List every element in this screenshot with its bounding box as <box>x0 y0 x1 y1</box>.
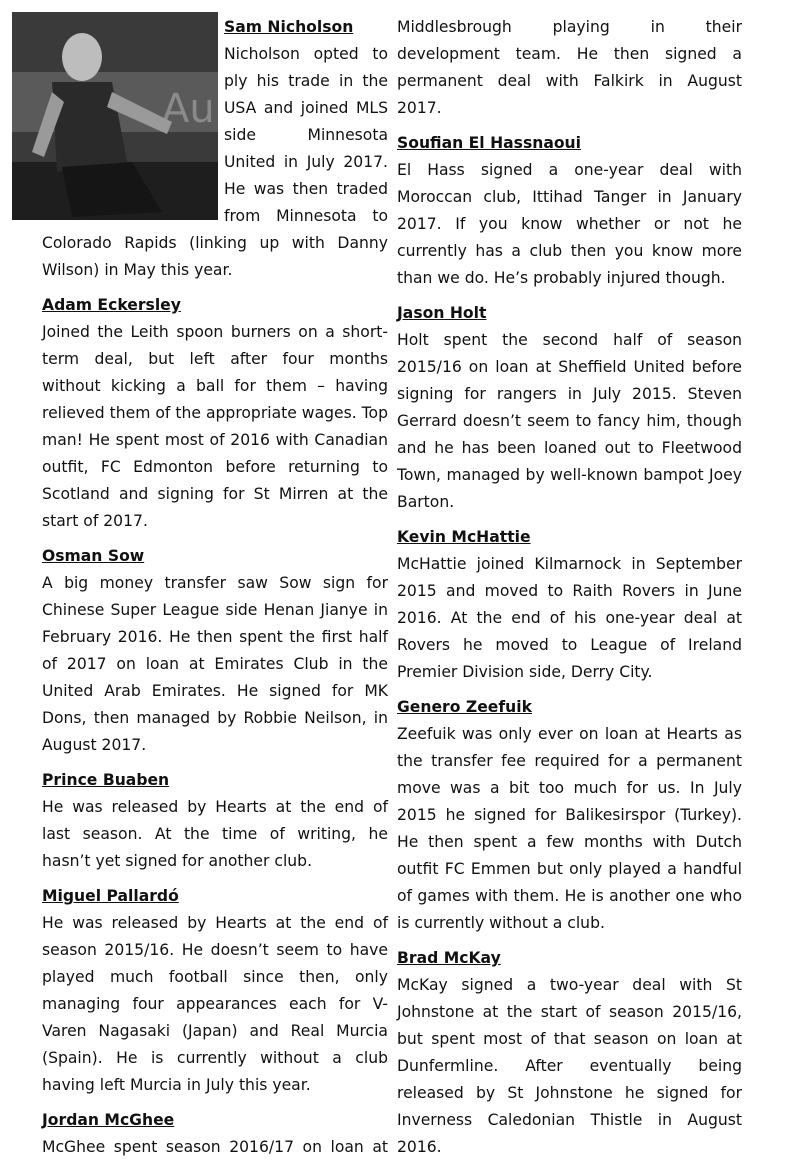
entry-text: Nicholson opted to ply his trade in the USA and joined MLS side Minnesota United in July 2017. He was then traded from Minnesota to Colorado Rapids (linking up with Danny Wilson) in May this year. <box>42 45 388 279</box>
entry-text: He was released by Hearts at the end of season 2015/16. He doesn’t seem to have played much football since then, only managing four appearances each for V-Varen Nagasaki (Japan) and Real Murcia (Spain). He is currently without a club having left Murcia in July this year. <box>42 914 388 1094</box>
entry-name: Genero Zeefuik <box>397 698 532 716</box>
entry-name: Jordan McGhee <box>42 1111 175 1129</box>
entry-sam-nicholson <box>42 14 388 284</box>
entry-name: Sam Nicholson <box>224 18 354 36</box>
entry-adam-eckersley <box>42 292 388 535</box>
entry-miguel-pallardo <box>42 883 388 1099</box>
player-photo-image <box>12 12 218 220</box>
entry-name: Prince Buaben <box>42 771 170 789</box>
entry-genero-zeefuik <box>397 694 742 937</box>
player-photo <box>12 12 218 220</box>
entry-text: El Hass signed a one-year deal with Moroccan club, Ittihad Tanger in January 2017. If you know whether or not he currently has a club then you know more than we do. He’s probably injured though. <box>397 161 742 287</box>
entry-text: McGhee spent season 2016/17 on loan at <box>42 1138 388 1156</box>
entry-text: McKay signed a two-year deal with St Johnstone at the start of season 2015/16, but spent most of that season on loan at Dunfermline. After eventually being released by St Johnstone he signed for Inverness Caledonian Thistle in August 2016. <box>397 976 742 1156</box>
right-column <box>397 14 742 1169</box>
entry-osman-sow <box>42 543 388 759</box>
entry-name: Jason Holt <box>397 304 487 322</box>
continuation-text: Middlesbrough playing in their development team. He then signed a permanent deal with Falkirk in August 2017. <box>397 18 742 117</box>
entry-continuation <box>397 14 742 122</box>
entry-text: He was released by Hearts at the end of last season. At the time of writing, he hasn’t yet signed for another club. <box>42 798 388 870</box>
entry-text: A big money transfer saw Sow sign for Chinese Super League side Henan Jianye in February 2016. He then spent the first half of 2017 on loan at Emirates Club in the United Arab Emirates. He signed for MK Dons, then managed by Robbie Neilson, in August 2017. <box>42 574 388 754</box>
svg-text:Au: Au <box>162 86 215 132</box>
entry-name: Kevin McHattie <box>397 528 531 546</box>
entry-soufian-el-hassnaoui <box>397 130 742 292</box>
entry-name: Miguel Pallardó <box>42 887 179 905</box>
entry-name: Osman Sow <box>42 547 145 565</box>
entry-name: Adam Eckersley <box>42 296 181 314</box>
entry-text: McHattie joined Kilmarnock in September 2015 and moved to Raith Rovers in June 2016. At the end of his one-year deal at Rovers he moved to League of Ireland Premier Division side, Derry City. <box>397 555 742 681</box>
entry-text: Zeefuik was only ever on loan at Hearts as the transfer fee required for a permanent move was a bit too much for us. In July 2015 he signed for Balikesirspor (Turkey). He then spent a few months with Dutch outfit FC Emmen but only played a handful of games with them. He is another one who is currently without a club. <box>397 725 742 932</box>
entry-jordan-mcghee <box>42 1107 388 1161</box>
left-column <box>42 14 388 1169</box>
entry-kevin-mchattie <box>397 524 742 686</box>
entry-jason-holt <box>397 300 742 516</box>
entry-name: Brad McKay <box>397 949 501 967</box>
entry-text: Joined the Leith spoon burners on a short-term deal, but left after four months without kicking a ball for them – having relieved them of the appropriate wages. Top man! He spent most of 2016 with Canadian outfit, FC Edmonton before returning to Scotland and signing for St Mirren at the start of 2017. <box>42 323 388 530</box>
entry-prince-buaben <box>42 767 388 875</box>
entry-text: Holt spent the second half of season 2015/16 on loan at Sheffield United before signing for rangers in July 2015. Steven Gerrard doesn’t seem to fancy him, though and he has been loaned out to Fleetwood Town, managed by well-known bampot Joey Barton. <box>397 331 742 511</box>
entry-name: Soufian El Hassnaoui <box>397 134 582 152</box>
entry-brad-mckay <box>397 945 742 1161</box>
